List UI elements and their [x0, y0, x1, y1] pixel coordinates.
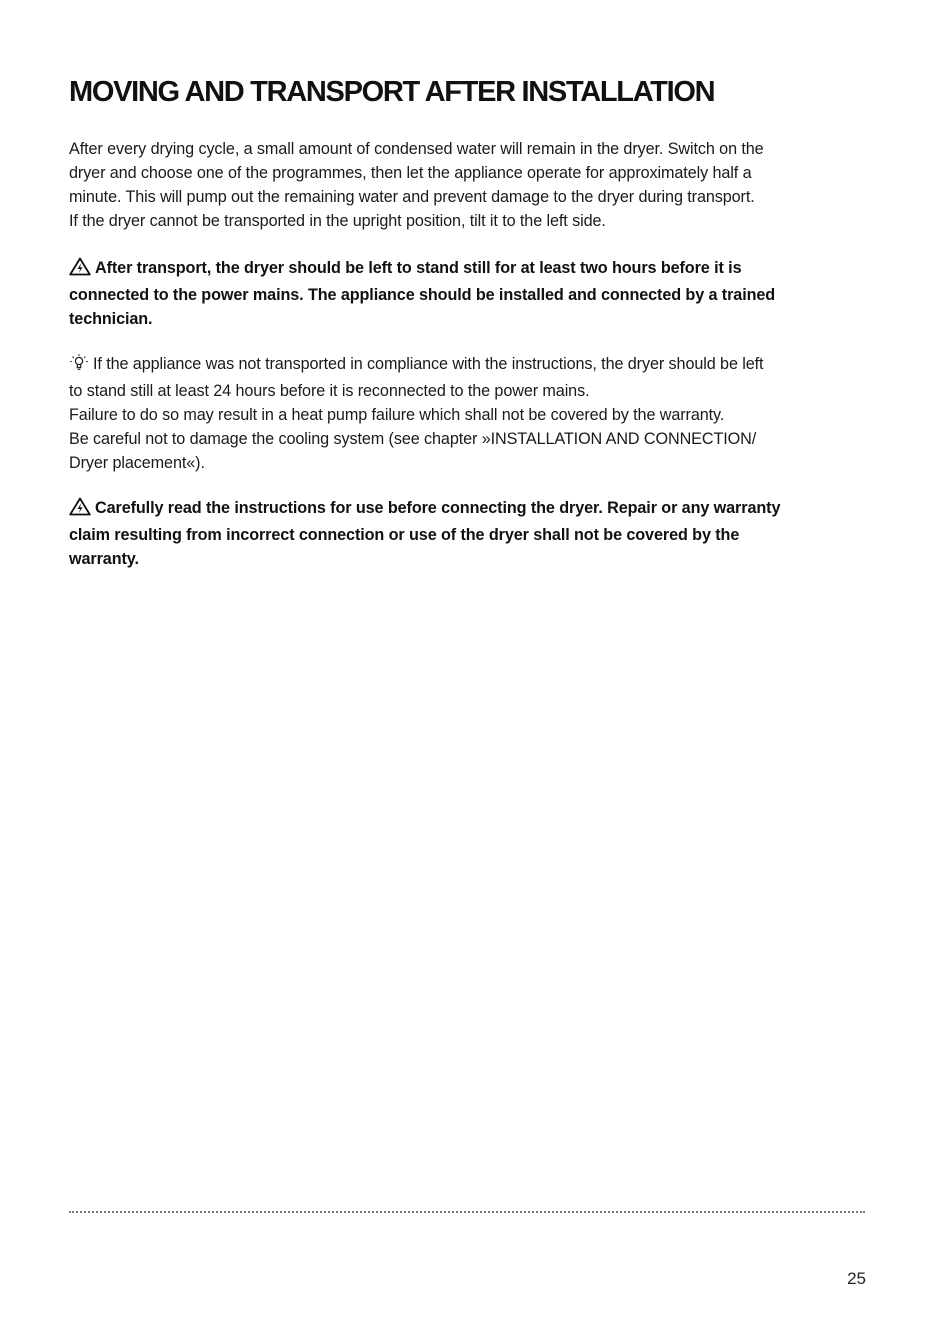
paragraph-line: If the dryer cannot be transported in the upright position, tilt it to the left side. [69, 212, 606, 230]
warning-line: Carefully read the instructions for use before connecting the dryer. Repair or any warranty [69, 496, 869, 523]
footer-divider [69, 1211, 865, 1213]
page-number: 25 [847, 1269, 866, 1288]
page-title: MOVING AND TRANSPORT AFTER INSTALLATION [69, 76, 715, 108]
tip-line: Be careful not to damage the cooling system (see chapter »INSTALLATION AND CONNECTION/ [69, 430, 757, 448]
tip-line: Dryer placement«). [69, 454, 205, 472]
tip-line: to stand still at least 24 hours before it is reconnected to the power mains. [69, 382, 590, 400]
paragraph-line: After every drying cycle, a small amount of condensed water will remain in the dryer. Switch on the [69, 140, 764, 158]
tip-line: If the appliance was not transported in compliance with the instructions, the dryer should be left [69, 352, 869, 379]
transport-paragraph [69, 137, 869, 233]
warning-transport-rest [69, 256, 869, 331]
paragraph-line: dryer and choose one of the programmes, then let the appliance operate for approximately half a [69, 164, 752, 182]
warning-electric-icon [69, 497, 91, 523]
warning-line: technician. [69, 310, 153, 328]
tip-line: Failure to do so may result in a heat pump failure which shall not be covered by the warranty. [69, 406, 725, 424]
paragraph-line: minute. This will pump out the remaining water and prevent damage to the dryer during transport. [69, 188, 755, 206]
warning-electric-icon [69, 257, 91, 283]
warning-line: warranty. [69, 550, 139, 568]
lightbulb-icon [69, 354, 89, 379]
tip-paragraph [69, 352, 869, 475]
warning-line: connected to the power mains. The appliance should be installed and connected by a trained [69, 286, 776, 304]
warning-line: After transport, the dryer should be left to stand still for at least two hours before it is [69, 256, 869, 283]
warning-line: claim resulting from incorrect connection or use of the dryer shall not be covered by the [69, 526, 740, 544]
warning-read-instructions [69, 496, 869, 571]
